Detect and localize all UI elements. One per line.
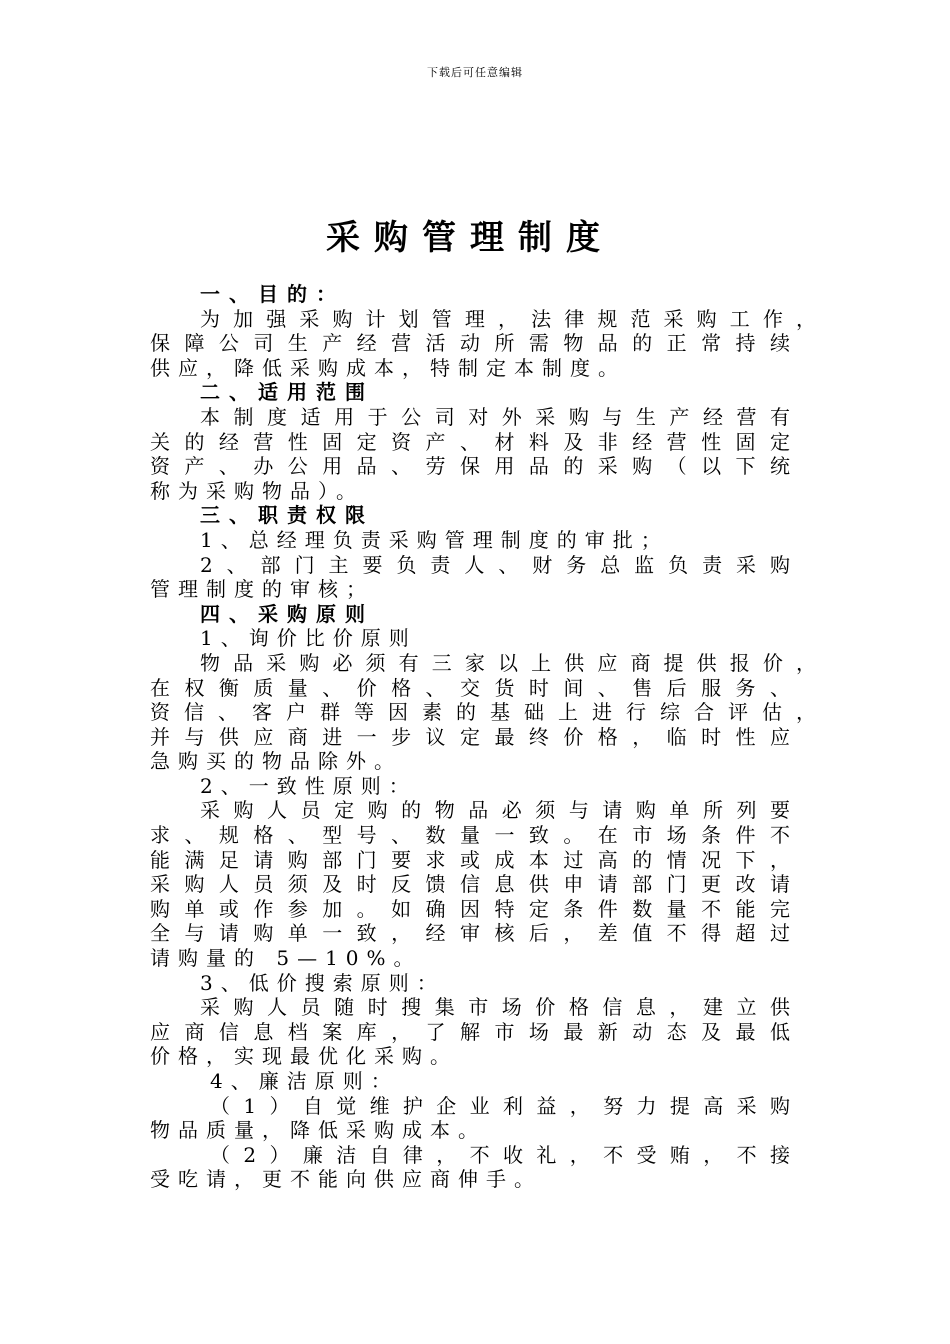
paragraph-line: 管理制度的审核； (150, 577, 374, 602)
section-heading-purpose: 一、目的： (200, 282, 345, 306)
paragraph-line: 应商信息档案库，了解市场最新动态及最低 (150, 1019, 790, 1044)
subheading-line: 1、询价比价原则 (200, 626, 417, 651)
paragraph-line: 受吃请，更不能向供应商伸手。 (150, 1167, 542, 1192)
paragraph-line: 求、规格、型号、数量一致。在市场条件不 (150, 823, 790, 848)
paragraph-line: 物品质量，降低采购成本。 (150, 1118, 486, 1143)
paragraph-line: 2、部门主要负责人、财务总监负责采购 (200, 552, 790, 577)
paragraph-line: 购单或作参加。如确因特定条件数量不能完 (150, 896, 790, 921)
paragraph-line: 保障公司生产经营活动所需物品的正常持续 (150, 331, 790, 356)
paragraph-line: 并与供应商进一步议定最终价格，临时性应 (150, 724, 790, 749)
paragraph-line: 物品采购必须有三家以上供应商提供报价， (200, 650, 816, 675)
paragraph-line: 价格，实现最优化采购。 (150, 1044, 458, 1069)
document-title: 采购管理制度 (326, 218, 614, 258)
paragraph-line: 关的经营性固定资产、材料及非经营性固定 (150, 429, 790, 454)
paragraph-line: 采购人员须及时反馈信息供申请部门更改请 (150, 872, 790, 897)
paragraph-line: 在权衡质量、价格、交货时间、售后服务、 (150, 675, 790, 700)
paragraph-line: （2）廉洁自律，不收礼，不受贿，不接 (210, 1142, 790, 1167)
subheading-line: 2、一致性原则： (200, 773, 417, 798)
paragraph-line: 资产、办公用品、劳保用品的采购（以下统 (150, 454, 790, 479)
paragraph-line: 全与请购单一致，经审核后，差值不得超过 (150, 921, 790, 946)
paragraph-line: 采购人员定购的物品必须与请购单所列要 (200, 798, 790, 823)
paragraph-line: 本制度适用于公司对外采购与生产经营有 (200, 404, 790, 429)
paragraph-line: 采购人员随时搜集市场价格信息，建立供 (200, 995, 790, 1020)
document-body (150, 282, 816, 1192)
subheading-line: 3、低价搜索原则： (200, 970, 445, 995)
subheading-line: 4、廉洁原则： (210, 1069, 399, 1093)
section-heading-responsibilities: 三、职责权限 (200, 503, 374, 528)
paragraph-line: 称为采购物品）。 (150, 478, 364, 503)
section-heading-scope: 二、适用范围 (200, 380, 374, 405)
paragraph-line: 资信、客户群等因素的基础上进行综合评估， (150, 700, 816, 725)
paragraph-line: 1、总经理负责采购管理制度的审批； (200, 527, 669, 552)
paragraph-line: 急购买的物品除外。 (150, 749, 402, 774)
paragraph-line: 能满足请购部门要求或成本过高的情况下， (150, 847, 790, 872)
paragraph-line: （1）自觉维护企业利益，努力提高采购 (210, 1093, 790, 1118)
paragraph-line: 请购量的 5—10%。 (150, 946, 422, 971)
section-heading-principles: 四、采购原则 (200, 601, 374, 626)
paragraph-line: 供应，降低采购成本，特制定本制度。 (150, 355, 626, 380)
paragraph-line: 为加强采购计划管理，法律规范采购工作， (200, 306, 816, 331)
page-header-note: 下载后可任意编辑 (427, 66, 523, 79)
